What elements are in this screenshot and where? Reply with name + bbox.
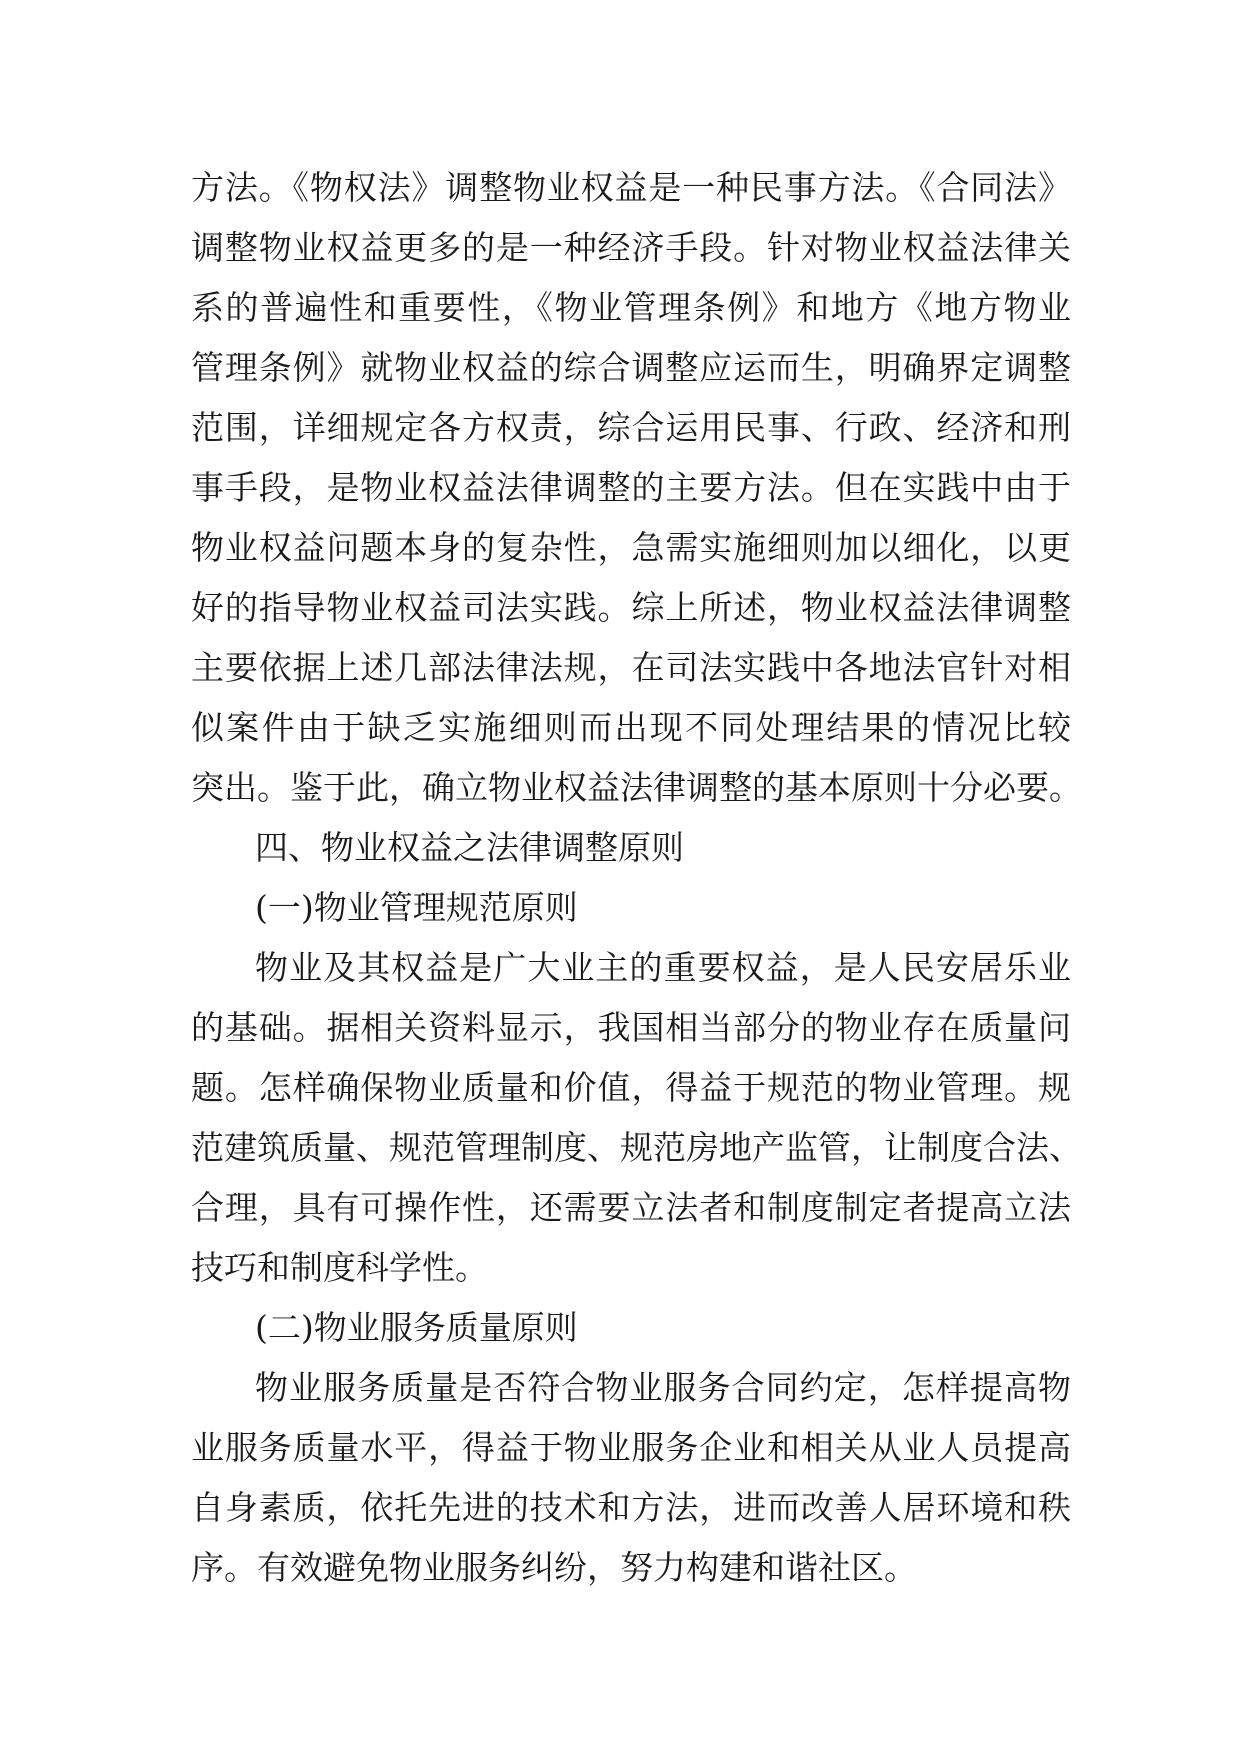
body-line: 合理，具有可操作性，还需要立法者和制度制定者提高立法 (191, 1188, 1071, 1227)
paragraph-last-line: 序。有效避免物业服务纠纷，努力构建和谐社区。 (191, 1548, 917, 1587)
body-line: 突出。鉴于此，确立物业权益法律调整的基本原则十分必要。 (191, 768, 1082, 807)
body-line: 的基础。据相关资料显示，我国相当部分的物业存在质量问 (191, 1008, 1071, 1047)
body-line: 范建筑质量、规范管理制度、规范房地产监管，让制度合法、 (191, 1128, 1082, 1167)
body-line: 系的普遍性和重要性，《物业管理条例》和地方《地方物业 (191, 288, 1071, 327)
body-line: 物业权益问题本身的复杂性，急需实施细则加以细化，以更 (191, 528, 1071, 567)
document-body (191, 158, 1082, 1598)
body-line: 管理条例》就物业权益的综合调整应运而生，明确界定调整 (191, 348, 1071, 387)
subsection-heading: (二)物业服务质量原则 (255, 1308, 578, 1347)
body-line: 业服务质量水平，得益于物业服务企业和相关从业人员提高 (191, 1428, 1071, 1467)
body-line: 方法。《物权法》调整物业权益是一种民事方法。《合同法》 (191, 168, 1071, 207)
paragraph-last-line: 技巧和制度科学性。 (191, 1248, 488, 1287)
paragraph-first-line: 物业及其权益是广大业主的重要权益，是人民安居乐业 (255, 948, 1071, 987)
body-line: 自身素质，依托先进的技术和方法，进而改善人居环境和秩 (191, 1488, 1071, 1527)
paragraph-first-line: 物业服务质量是否符合物业服务合同约定，怎样提高物 (255, 1368, 1071, 1407)
body-line: 好的指导物业权益司法实践。综上所述，物业权益法律调整 (191, 588, 1071, 627)
body-line: 事手段，是物业权益法律调整的主要方法。但在实践中由于 (191, 468, 1071, 507)
subsection-heading: (一)物业管理规范原则 (255, 888, 578, 927)
body-line: 范围，详细规定各方权责，综合运用民事、行政、经济和刑 (191, 408, 1071, 447)
section-heading: 四、物业权益之法律调整原则 (255, 828, 684, 867)
body-line: 主要依据上述几部法律法规，在司法实践中各地法官针对相 (191, 648, 1071, 687)
body-line: 似案件由于缺乏实施细则而出现不同处理结果的情况比较 (191, 708, 1071, 747)
body-line: 题。怎样确保物业质量和价值，得益于规范的物业管理。规 (191, 1068, 1071, 1107)
body-line: 调整物业权益更多的是一种经济手段。针对物业权益法律关 (191, 228, 1071, 267)
